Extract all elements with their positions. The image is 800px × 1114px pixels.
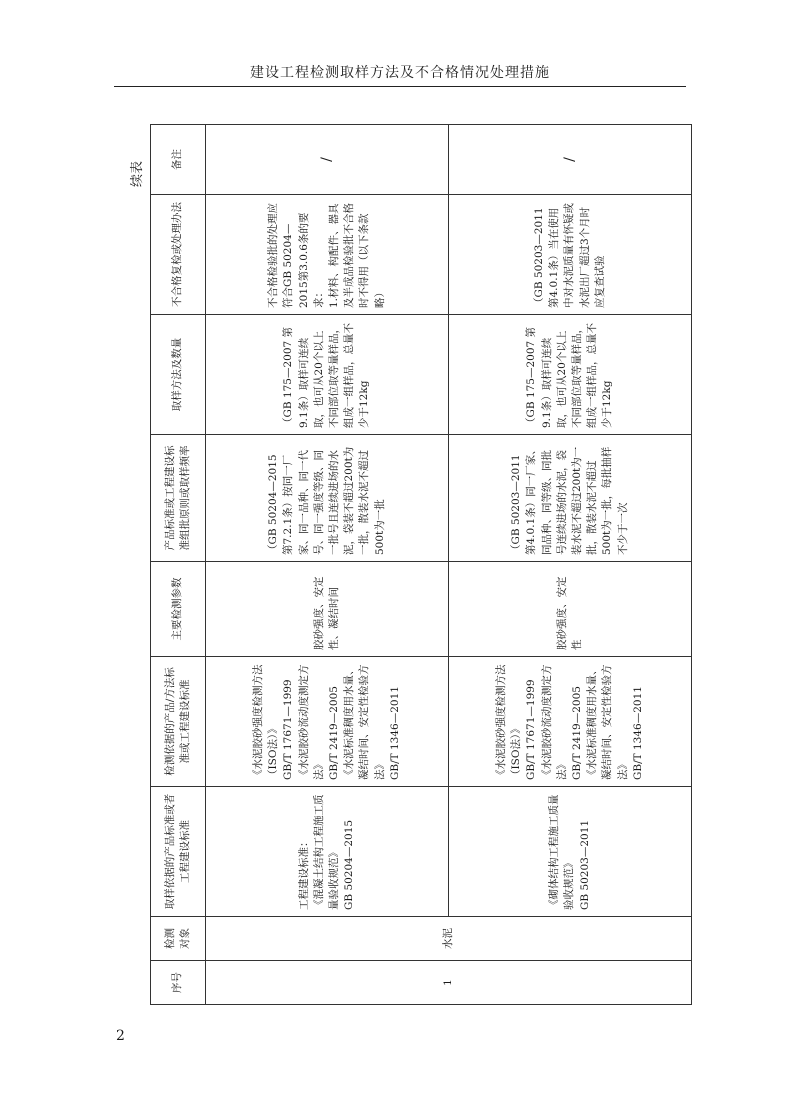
col-header-object: 检测对象 bbox=[151, 917, 206, 961]
batch-rule-cell: （GB 50203—2011 第4.0.1条）同一厂家、同品种、同等级、同批号连续进场的水泥，袋装水泥不超过200t为一批，散装水泥不超过500t为一批，每批抽样不少于一次 bbox=[449, 435, 692, 562]
table-row bbox=[206, 125, 449, 1005]
page-header-title: 建设工程检测取样方法及不合格情况处理措施 bbox=[250, 65, 550, 81]
retest-cell: 不合格检验批的处理应符合GB 50204—2015第3.0.6条的要求： 1.材料、构配件、器具及半成品检验批不合格时不得用（以下条款略） bbox=[206, 195, 449, 315]
parameters-cell: 胶砂强度、安定性 bbox=[449, 562, 692, 657]
test-standards-cell: 《水泥胶砂强度检测方法（ISO法）》 GB/T 17671—1999 《水泥胶砂流动度测定方法》 GB/T 2419—2005 《水泥标准稠度用水量、凝结时间、安定性检验方法》 GB/T 1346—2011 bbox=[206, 657, 449, 787]
sampling-method-cell: （GB 175—2007 第9.1条）取样可连续取，也可从20个以上不同部位取等量样品，组成一组样品，总量不少于12kg bbox=[449, 315, 692, 435]
col-header-sampling-basis: 取样依据的产品标准或者工程建设标准 bbox=[151, 787, 206, 917]
sampling-spec-table bbox=[150, 124, 692, 1005]
test-object-cell: 水泥 bbox=[206, 917, 692, 961]
remark-cell: / bbox=[206, 125, 449, 195]
col-header-parameters: 主要检测参数 bbox=[151, 562, 206, 657]
col-header-remark: 备注 bbox=[151, 125, 206, 195]
col-header-sampling-method: 取样方法及数量 bbox=[151, 315, 206, 435]
header-divider bbox=[114, 86, 686, 87]
retest-cell: （GB 50203—2011 第4.0.1条）当在使用中对水泥质量有怀疑或水泥出厂超过3个月时应复查试验 bbox=[449, 195, 692, 315]
row-index-cell: 1 bbox=[206, 961, 692, 1005]
col-header-index: 序号 bbox=[151, 961, 206, 1005]
sampling-method-cell: （GB 175—2007 第9.1条）取样可连续取，也可从20个以上不同部位取等量样品，组成一组样品，总量不少于12kg bbox=[206, 315, 449, 435]
test-standards-cell: 《水泥胶砂强度检测方法（ISO法）》 GB/T 17671—1999 《水泥胶砂流动度测定方法》 GB/T 2419—2005 《水泥标准稠度用水量、凝结时间、安定性检验方法》 GB/T 1346—2011 bbox=[449, 657, 692, 787]
batch-rule-cell: （GB 50204—2015 第7.2.1条）按同一厂家、同一品种、同一代号、同一强度等级、同一批号且连续进场的水泥，袋装不超过200t为一批，散装水泥不超过500t为一批 bbox=[206, 435, 449, 562]
rotated-table-region bbox=[122, 125, 692, 1005]
col-header-retest: 不合格复检或处理办法 bbox=[151, 195, 206, 315]
page-number: 2 bbox=[116, 1028, 125, 1044]
col-header-batch-rule: 产品标准或工程建设标准组批原则或取样频率 bbox=[151, 435, 206, 562]
table-row bbox=[449, 125, 692, 1005]
remark-cell: / bbox=[449, 125, 692, 195]
table-header-row bbox=[151, 125, 206, 1005]
sampling-basis-cell: 工程建设标准： 《混凝土结构工程施工质量验收规范》 GB 50204—2015 bbox=[206, 787, 449, 917]
col-header-test-standards: 检测依据的产品/方法标准或工程建设标准 bbox=[151, 657, 206, 787]
continued-label: 续表 bbox=[130, 160, 145, 187]
sampling-basis-cell: 《砌体结构工程施工质量验收规范》 GB 50203—2011 bbox=[449, 787, 692, 917]
parameters-cell: 胶砂强度、安定性、凝结时间 bbox=[206, 562, 449, 657]
